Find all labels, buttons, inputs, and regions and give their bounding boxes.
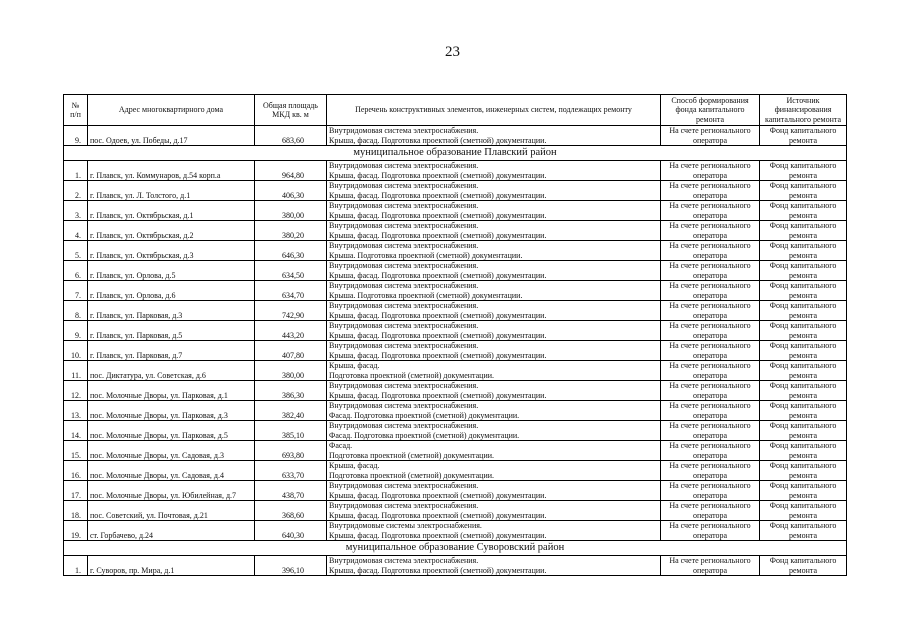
area-cell: 407,80 — [255, 341, 327, 361]
table-row — [64, 301, 847, 321]
works-cell: Внутридомовая система электроснабжения. Крыша, фасад. Подготовка проектной (сметной) документации. — [327, 181, 661, 201]
table-row — [64, 181, 847, 201]
area-cell: 406,30 — [255, 181, 327, 201]
row-number-cell: 17. — [64, 481, 88, 501]
funding-source-cell: Фонд капитального ремонта — [760, 556, 847, 576]
address-cell: г. Плавск, ул. Октябрьская, д.3 — [88, 241, 255, 261]
funding-method-cell: На счете регионального оператора — [661, 161, 760, 181]
row-number-cell: 10. — [64, 341, 88, 361]
works-cell: Внутридомовая система электроснабжения. Крыша, фасад. Подготовка проектной (сметной) документации. — [327, 301, 661, 321]
area-cell: 396,10 — [255, 556, 327, 576]
table-row — [64, 281, 847, 301]
funding-method-cell: На счете регионального оператора — [661, 401, 760, 421]
header-method: Способ формирования фонда капитального ремонта — [661, 95, 760, 126]
table-row — [64, 221, 847, 241]
section-header-row — [64, 146, 847, 161]
table-row — [64, 201, 847, 221]
table-row — [64, 241, 847, 261]
funding-method-cell: На счете регионального оператора — [661, 301, 760, 321]
funding-source-cell: Фонд капитального ремонта — [760, 126, 847, 146]
area-cell: 443,20 — [255, 321, 327, 341]
funding-source-cell: Фонд капитального ремонта — [760, 301, 847, 321]
works-cell: Внутридомовая система электроснабжения. Крыша, фасад. Подготовка проектной (сметной) документации. — [327, 126, 661, 146]
funding-source-cell: Фонд капитального ремонта — [760, 421, 847, 441]
row-number-cell: 18. — [64, 501, 88, 521]
funding-source-cell: Фонд капитального ремонта — [760, 161, 847, 181]
row-number-cell: 1. — [64, 556, 88, 576]
area-cell: 640,30 — [255, 521, 327, 541]
table-row — [64, 261, 847, 281]
area-cell: 368,60 — [255, 501, 327, 521]
area-cell: 633,70 — [255, 461, 327, 481]
row-number-cell: 9. — [64, 321, 88, 341]
row-number-cell: 5. — [64, 241, 88, 261]
works-cell: Фасад. Подготовка проектной (сметной) документации. — [327, 441, 661, 461]
address-cell: пос. Молочные Дворы, ул. Садовая, д.4 — [88, 461, 255, 481]
address-cell: г. Плавск, ул. Коммунаров, д.54 корп.а — [88, 161, 255, 181]
works-cell: Внутридомовая система электроснабжения. Крыша, фасад. Подготовка проектной (сметной) документации. — [327, 321, 661, 341]
header-area: Общая площадь МКД кв. м — [255, 95, 327, 126]
area-cell: 646,30 — [255, 241, 327, 261]
area-cell: 634,70 — [255, 281, 327, 301]
table-row — [64, 161, 847, 181]
area-cell: 380,00 — [255, 361, 327, 381]
funding-method-cell: На счете регионального оператора — [661, 126, 760, 146]
row-number-cell: 1. — [64, 161, 88, 181]
table-row — [64, 521, 847, 541]
funding-method-cell: На счете регионального оператора — [661, 481, 760, 501]
works-cell: Внутридомовая система электроснабжения. Крыша, фасад. Подготовка проектной (сметной) документации. — [327, 161, 661, 181]
address-cell: г. Плавск, ул. Орлова, д.5 — [88, 261, 255, 281]
row-number-cell: 9. — [64, 126, 88, 146]
address-cell: г. Плавск, ул. Л. Толстого, д.1 — [88, 181, 255, 201]
funding-method-cell: На счете регионального оператора — [661, 321, 760, 341]
row-number-cell: 4. — [64, 221, 88, 241]
row-number-cell: 3. — [64, 201, 88, 221]
page-number: 23 — [445, 44, 460, 60]
table-row — [64, 381, 847, 401]
funding-method-cell: На счете регионального оператора — [661, 281, 760, 301]
funding-method-cell: На счете регионального оператора — [661, 501, 760, 521]
table-row — [64, 321, 847, 341]
works-cell: Внутридомовые системы электроснабжения. Крыша, фасад. Подготовка проектной (сметной) документации. — [327, 521, 661, 541]
table-header-row — [64, 95, 847, 126]
table-row — [64, 361, 847, 381]
funding-method-cell: На счете регионального оператора — [661, 441, 760, 461]
funding-method-cell: На счете регионального оператора — [661, 361, 760, 381]
works-cell: Внутридомовая система электроснабжения. Фасад. Подготовка проектной (сметной) документации. — [327, 401, 661, 421]
funding-source-cell: Фонд капитального ремонта — [760, 201, 847, 221]
address-cell: пос. Диктатура, ул. Советская, д.6 — [88, 361, 255, 381]
area-cell: 380,00 — [255, 201, 327, 221]
table-row — [64, 441, 847, 461]
funding-source-cell: Фонд капитального ремонта — [760, 461, 847, 481]
table-row — [64, 481, 847, 501]
table-row — [64, 461, 847, 481]
address-cell: ст. Горбачево, д.24 — [88, 521, 255, 541]
funding-method-cell: На счете регионального оператора — [661, 261, 760, 281]
works-cell: Внутридомовая система электроснабжения. Крыша, фасад. Подготовка проектной (сметной) документации. — [327, 501, 661, 521]
header-works: Перечень конструктивных элементов, инженерных систем, подлежащих ремонту — [327, 95, 661, 126]
address-cell: г. Плавск, ул. Орлова, д.6 — [88, 281, 255, 301]
table-row — [64, 556, 847, 576]
address-cell: пос. Одоев, ул. Победы, д.17 — [88, 126, 255, 146]
funding-source-cell: Фонд капитального ремонта — [760, 401, 847, 421]
address-cell: г. Суворов, пр. Мира, д.1 — [88, 556, 255, 576]
area-cell: 634,50 — [255, 261, 327, 281]
area-cell: 742,90 — [255, 301, 327, 321]
table-row — [64, 421, 847, 441]
address-cell: г. Плавск, ул. Парковая, д.3 — [88, 301, 255, 321]
funding-method-cell: На счете регионального оператора — [661, 201, 760, 221]
funding-method-cell: На счете регионального оператора — [661, 341, 760, 361]
works-cell: Внутридомовая система электроснабжения. Крыша, фасад. Подготовка проектной (сметной) документации. — [327, 481, 661, 501]
works-cell: Внутридомовая система электроснабжения. Крыша, фасад. Подготовка проектной (сметной) документации. — [327, 221, 661, 241]
section-title: муниципальное образование Плавский район — [64, 146, 847, 161]
area-cell: 693,80 — [255, 441, 327, 461]
repair-program-table — [63, 94, 847, 576]
row-number-cell: 8. — [64, 301, 88, 321]
table-row — [64, 341, 847, 361]
funding-source-cell: Фонд капитального ремонта — [760, 321, 847, 341]
funding-method-cell: На счете регионального оператора — [661, 521, 760, 541]
address-cell: г. Плавск, ул. Октябрьская, д.2 — [88, 221, 255, 241]
table-row — [64, 126, 847, 146]
address-cell: г. Плавск, ул. Парковая, д.7 — [88, 341, 255, 361]
works-cell: Крыша, фасад. Подготовка проектной (сметной) документации. — [327, 361, 661, 381]
row-number-cell: 16. — [64, 461, 88, 481]
area-cell: 438,70 — [255, 481, 327, 501]
address-cell: пос. Молочные Дворы, ул. Парковая, д.1 — [88, 381, 255, 401]
funding-source-cell: Фонд капитального ремонта — [760, 501, 847, 521]
address-cell: пос. Молочные Дворы, ул. Парковая, д.5 — [88, 421, 255, 441]
funding-method-cell: На счете регионального оператора — [661, 181, 760, 201]
row-number-cell: 7. — [64, 281, 88, 301]
works-cell: Внутридомовая система электроснабжения. Крыша, фасад. Подготовка проектной (сметной) документации. — [327, 341, 661, 361]
funding-source-cell: Фонд капитального ремонта — [760, 381, 847, 401]
section-title: муниципальное образование Суворовский район — [64, 541, 847, 556]
area-cell: 385,10 — [255, 421, 327, 441]
row-number-cell: 2. — [64, 181, 88, 201]
funding-source-cell: Фонд капитального ремонта — [760, 261, 847, 281]
address-cell: пос. Молочные Дворы, ул. Юбилейная, д.7 — [88, 481, 255, 501]
funding-source-cell: Фонд капитального ремонта — [760, 521, 847, 541]
header-address: Адрес многоквартирного дома — [88, 95, 255, 126]
funding-source-cell: Фонд капитального ремонта — [760, 241, 847, 261]
area-cell: 382,40 — [255, 401, 327, 421]
address-cell: г. Плавск, ул. Парковая, д.5 — [88, 321, 255, 341]
header-num: № п/п — [64, 95, 88, 126]
row-number-cell: 15. — [64, 441, 88, 461]
funding-method-cell: На счете регионального оператора — [661, 461, 760, 481]
funding-source-cell: Фонд капитального ремонта — [760, 341, 847, 361]
funding-method-cell: На счете регионального оператора — [661, 221, 760, 241]
works-cell: Внутридомовая система электроснабжения. Крыша. Подготовка проектной (сметной) документации. — [327, 281, 661, 301]
funding-source-cell: Фонд капитального ремонта — [760, 221, 847, 241]
table-row — [64, 401, 847, 421]
header-source: Источник финансирования капитального ремонта — [760, 95, 847, 126]
funding-source-cell: Фонд капитального ремонта — [760, 281, 847, 301]
section-header-row — [64, 541, 847, 556]
area-cell: 683,60 — [255, 126, 327, 146]
area-cell: 380,20 — [255, 221, 327, 241]
funding-method-cell: На счете регионального оператора — [661, 241, 760, 261]
works-cell: Внутридомовая система электроснабжения. Крыша, фасад. Подготовка проектной (сметной) документации. — [327, 201, 661, 221]
works-cell: Внутридомовая система электроснабжения. Фасад. Подготовка проектной (сметной) документации. — [327, 421, 661, 441]
funding-source-cell: Фонд капитального ремонта — [760, 481, 847, 501]
works-cell: Внутридомовая система электроснабжения. Крыша, фасад. Подготовка проектной (сметной) документации. — [327, 261, 661, 281]
row-number-cell: 13. — [64, 401, 88, 421]
works-cell: Внутридомовая система электроснабжения. Крыша. Подготовка проектной (сметной) документации. — [327, 241, 661, 261]
address-cell: пос. Советский, ул. Почтовая, д.21 — [88, 501, 255, 521]
funding-method-cell: На счете регионального оператора — [661, 556, 760, 576]
funding-source-cell: Фонд капитального ремонта — [760, 361, 847, 381]
row-number-cell: 19. — [64, 521, 88, 541]
funding-source-cell: Фонд капитального ремонта — [760, 181, 847, 201]
row-number-cell: 6. — [64, 261, 88, 281]
row-number-cell: 12. — [64, 381, 88, 401]
row-number-cell: 11. — [64, 361, 88, 381]
funding-method-cell: На счете регионального оператора — [661, 421, 760, 441]
works-cell: Внутридомовая система электроснабжения. Крыша, фасад. Подготовка проектной (сметной) документации. — [327, 556, 661, 576]
works-cell: Крыша, фасад. Подготовка проектной (сметной) документации. — [327, 461, 661, 481]
area-cell: 964,80 — [255, 161, 327, 181]
address-cell: пос. Молочные Дворы, ул. Садовая, д.3 — [88, 441, 255, 461]
works-cell: Внутридомовая система электроснабжения. Крыша, фасад. Подготовка проектной (сметной) документации. — [327, 381, 661, 401]
funding-source-cell: Фонд капитального ремонта — [760, 441, 847, 461]
funding-method-cell: На счете регионального оператора — [661, 381, 760, 401]
table-row — [64, 501, 847, 521]
area-cell: 386,30 — [255, 381, 327, 401]
row-number-cell: 14. — [64, 421, 88, 441]
address-cell: пос. Молочные Дворы, ул. Парковая, д.3 — [88, 401, 255, 421]
address-cell: г. Плавск, ул. Октябрьская, д.1 — [88, 201, 255, 221]
